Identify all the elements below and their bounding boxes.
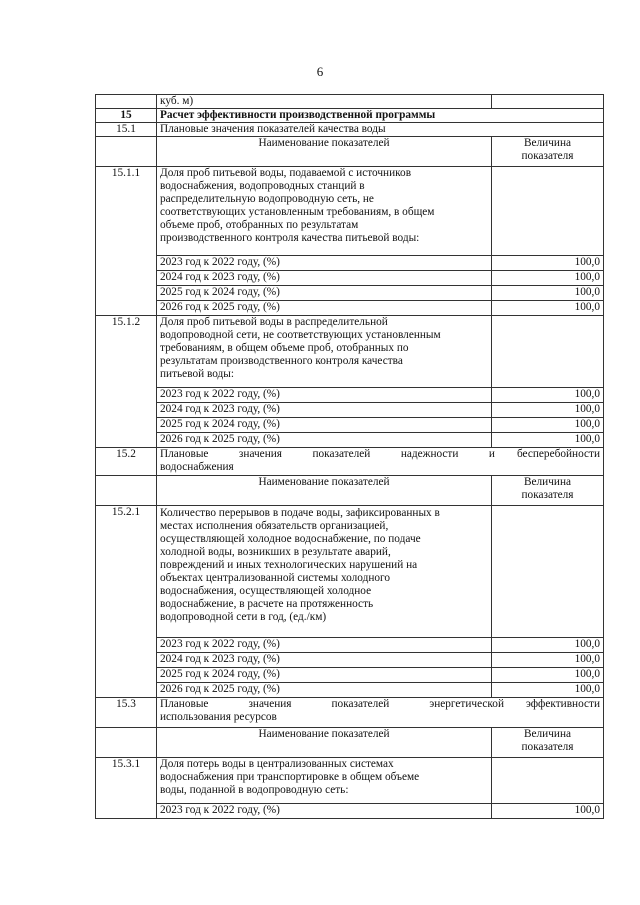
indicator-15-1-2-number: 15.1.2 <box>96 316 157 448</box>
section-15-1-number: 15.1 <box>96 123 157 137</box>
indicator-15-1-2-description: Доля проб питьевой воды в распределительной водопроводной сети, не соответствующих установленным требованиям, в общем объеме проб, отобранных по результатам производственного контроля качества питьевой воды: <box>157 316 492 388</box>
table-row: 2023 год к 2022 году, (%) 100,0 <box>96 256 604 271</box>
table-row: 2025 год к 2024 году, (%) 100,0 <box>96 418 604 433</box>
section-15-1-row <box>96 123 604 137</box>
table-row: 2023 год к 2022 году, (%) 100,0 <box>96 638 604 653</box>
indicator-15-2-1-row <box>96 506 604 638</box>
section-15-1-title: Плановые значения показателей качества воды <box>157 123 604 137</box>
header-row <box>96 137 604 167</box>
table-row: 2024 год к 2023 году, (%) 100,0 <box>96 653 604 668</box>
table-row: 2026 год к 2025 году, (%) 100,0 <box>96 433 604 448</box>
section-15-2-number: 15.2 <box>96 448 157 476</box>
indicator-15-3-1-number: 15.3.1 <box>96 758 157 819</box>
indicator-15-1-1-description: Доля проб питьевой воды, подаваемой с источников водоснабжения, водопроводных станций в распределительную водопроводную сеть, не соответствующих установленным требованиям, в общем объеме проб, отобранных по результатам производственного контроля качества питьевой воды: <box>157 167 492 256</box>
table-row: 2024 год к 2023 году, (%) 100,0 <box>96 403 604 418</box>
page-number: 6 <box>316 64 324 79</box>
section-15-title: Расчет эффективности производственной программы <box>157 109 604 123</box>
header-name: Наименование показателей <box>157 476 492 506</box>
table-row: 2025 год к 2024 году, (%) 100,0 <box>96 668 604 683</box>
header-name: Наименование показателей <box>157 137 492 167</box>
table-row: 2024 год к 2023 году, (%) 100,0 <box>96 271 604 286</box>
table-row: 2023 год к 2022 году, (%) 100,0 <box>96 388 604 403</box>
header-row <box>96 728 604 758</box>
indicators-table <box>95 94 604 819</box>
section-15-2-title: Плановые значения показателей надежности и бесперебойности водоснабжения <box>157 448 604 476</box>
header-value: Величина показателя <box>492 728 604 758</box>
section-15-3-title: Плановые значения показателей энергетической эффективности использования ресурсов <box>157 698 604 728</box>
table-row: 2023 год к 2022 году, (%) 100,0 <box>96 804 604 819</box>
table-row: 2026 год к 2025 году, (%) 100,0 <box>96 683 604 698</box>
indicator-15-3-1-row <box>96 758 604 804</box>
table-row: 2025 год к 2024 году, (%) 100,0 <box>96 286 604 301</box>
indicator-15-2-1-number: 15.2.1 <box>96 506 157 698</box>
section-15-number: 15 <box>96 109 157 123</box>
table-row <box>96 95 604 109</box>
indicator-15-2-1-description: Количество перерывов в подаче воды, зафиксированных в местах исполнения обязательств организацией, осуществляющей холодное водоснабжение, по подаче холодной воды, возникших в результате аварий, повреждений и иных технологических нарушений на объектах централизованной системы холодного водоснабжения, осуществляющей холодное водоснабжение, в расчете на протяженность водопроводной сети в год, (ед./км) <box>157 506 492 638</box>
indicator-15-1-1-row <box>96 167 604 256</box>
row-top-text: куб. м) <box>157 95 492 109</box>
section-15-3-row <box>96 698 604 728</box>
section-15-3-number: 15.3 <box>96 698 157 728</box>
header-row <box>96 476 604 506</box>
table-row: 2026 год к 2025 году, (%) 100,0 <box>96 301 604 316</box>
indicator-15-1-1-number: 15.1.1 <box>96 167 157 316</box>
section-15-row <box>96 109 604 123</box>
section-15-2-row <box>96 448 604 476</box>
header-value: Величина показателя <box>492 137 604 167</box>
indicator-15-3-1-description: Доля потерь воды в централизованных системах водоснабжения при транспортировке в общем объеме воды, поданной в водопроводную сеть: <box>157 758 492 804</box>
header-name: Наименование показателей <box>157 728 492 758</box>
header-value: Величина показателя <box>492 476 604 506</box>
indicator-15-1-2-row <box>96 316 604 388</box>
